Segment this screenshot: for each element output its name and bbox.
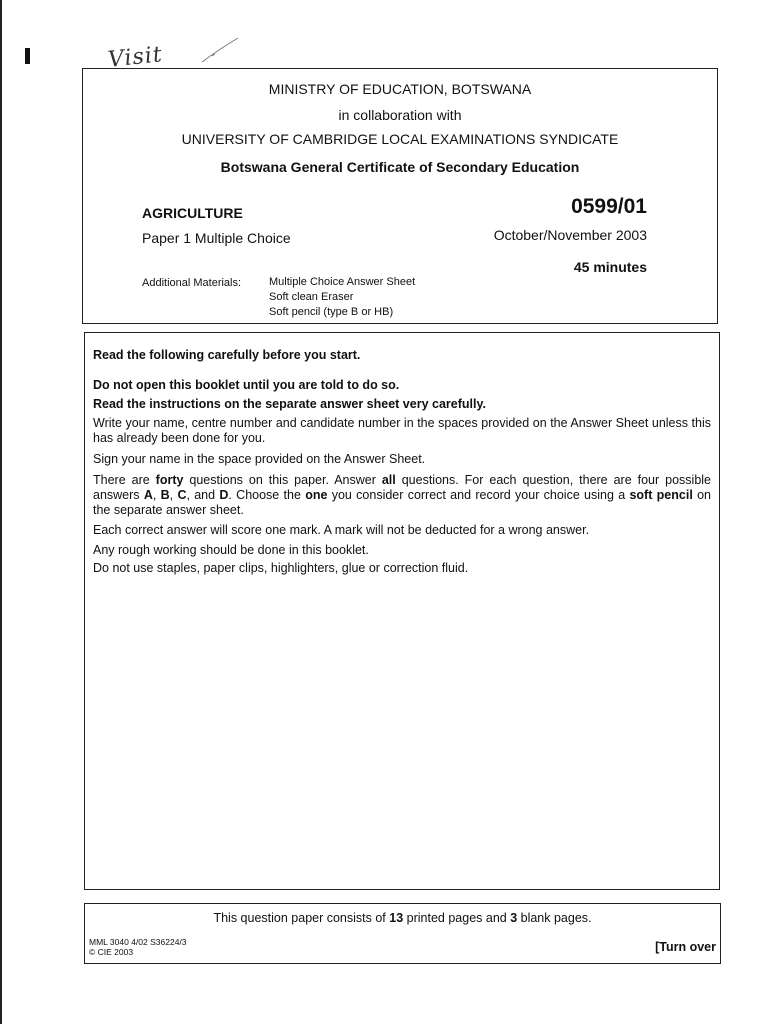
material-item: Multiple Choice Answer Sheet <box>269 276 416 288</box>
signature-scribble <box>200 36 240 66</box>
syndicate-title: UNIVERSITY OF CAMBRIDGE LOCAL EXAMINATIONS SYNDICATE <box>181 131 619 147</box>
instruction-marks: Each correct answer will score one mark. A mark will not be deducted for a wrong answer. <box>93 523 590 537</box>
instructions-heading: Read the following carefully before you start. <box>93 348 361 362</box>
page-count-note: This question paper consists of 13 printed pages and 3 blank pages. <box>213 911 592 925</box>
collaboration-line: in collaboration with <box>338 107 462 123</box>
exam-duration: 45 minutes <box>573 259 647 275</box>
material-item: Soft clean Eraser <box>269 291 354 303</box>
paper-title: Paper 1 Multiple Choice <box>142 230 291 246</box>
handwritten-signature: Visit <box>106 42 164 73</box>
materials-list <box>269 275 415 320</box>
instruction-read-answer-sheet: Read the instructions on the separate answer sheet very carefully. <box>93 397 486 411</box>
footer-box <box>84 903 721 964</box>
instructions-box <box>84 332 720 890</box>
subject-name: AGRICULTURE <box>142 205 243 221</box>
ministry-title: MINISTRY OF EDUCATION, BOTSWANA <box>268 81 532 97</box>
margin-mark <box>25 48 30 64</box>
exam-session: October/November 2003 <box>493 227 647 243</box>
instruction-questions: There are forty questions on this paper. Answer all questions. For each question, there are four possible answers A, B, C, and D. Choose the one you consider correct and record your choice using a soft pencil on the separate answer sheet. <box>93 473 711 517</box>
instruction-do-not-open: Do not open this booklet until you are told to do so. <box>93 378 400 392</box>
print-reference: MML 3040 4/02 S36224/3 © CIE 2003 <box>89 937 187 957</box>
instruction-rough-working: Any rough working should be done in this booklet. <box>93 543 369 557</box>
turn-over-label: [Turn over <box>655 940 716 954</box>
certificate-title: Botswana General Certificate of Secondary Education <box>220 159 580 175</box>
material-item: Soft pencil (type B or HB) <box>269 306 394 318</box>
instruction-write-name: Write your name, centre number and candidate number in the spaces provided on the Answer Sheet unless this has already been done for you. <box>93 416 711 445</box>
cover-header-box <box>82 68 718 324</box>
materials-label: Additional Materials: <box>142 277 242 289</box>
instruction-no-staples: Do not use staples, paper clips, highlighters, glue or correction fluid. <box>93 561 469 575</box>
instruction-sign-name: Sign your name in the space provided on the Answer Sheet. <box>93 452 426 466</box>
page-left-edge <box>0 0 2 1024</box>
paper-code: 0599/01 <box>571 195 647 218</box>
